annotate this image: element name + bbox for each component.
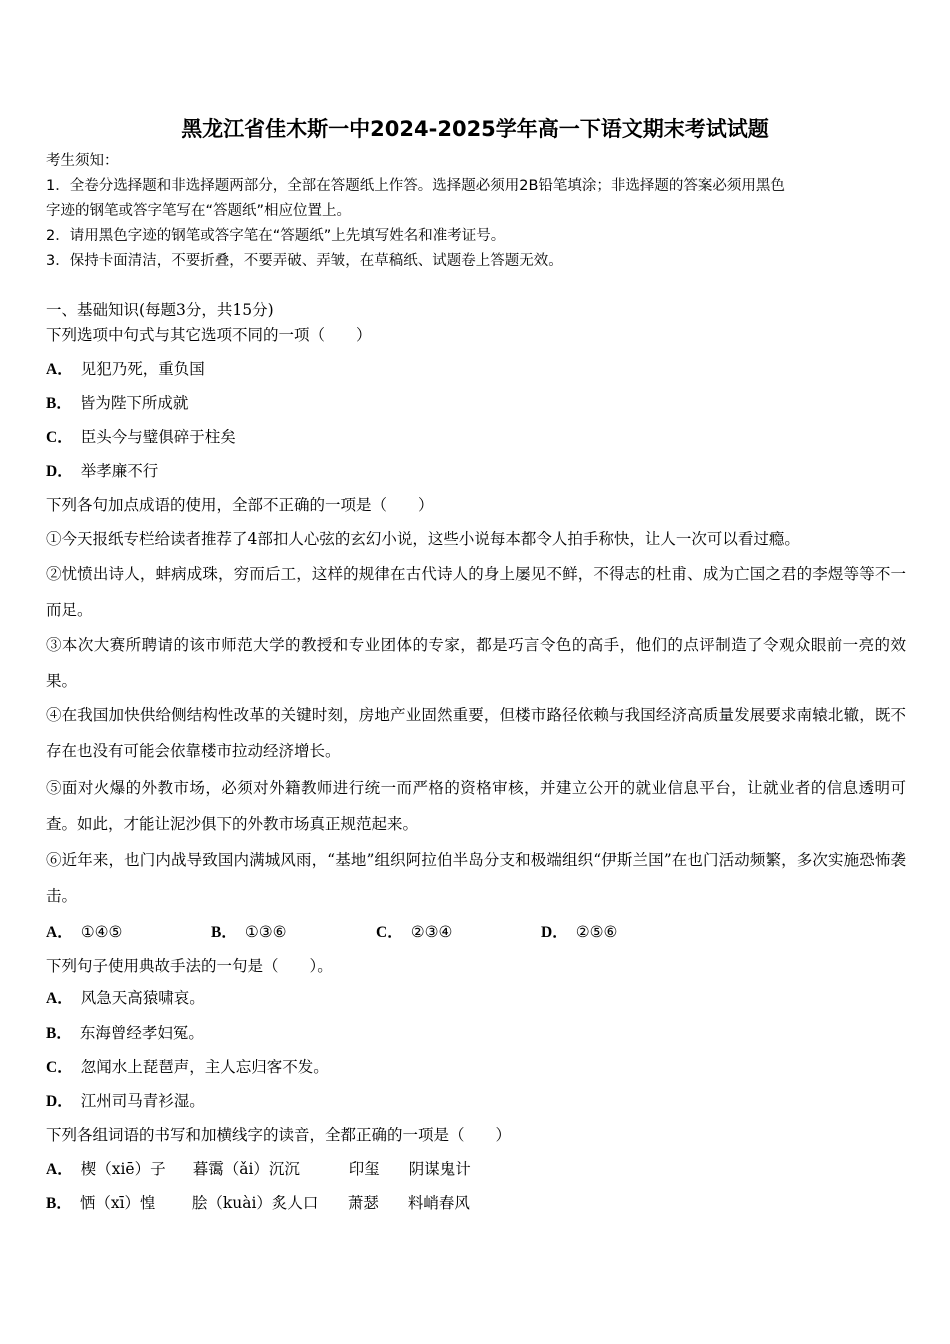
q1-option-a: A． 见犯乃死，重负国 — [46, 360, 205, 378]
q2-option-a: A． ①④⑤ — [46, 923, 123, 941]
page-title: 黑龙江省佳木斯一中2024-2025学年高一下语文期末考试试题 — [181, 117, 769, 141]
q2-item-2: ②忧愤出诗人，蚌病成珠，穷而后工，这样的规律在古代诗人的身上屡见不鲜，不得志的杜甫、成为亡国之君的李煜等等不一而足。 — [46, 565, 906, 619]
question-2-stem: 下列各句加点成语的使用，全部不正确的一项是（ ） — [46, 496, 434, 514]
q3-option-c: C． 忽闻水上琵琶声，主人忘归客不发。 — [46, 1058, 329, 1076]
q1-option-b: B． 皆为陛下所成就 — [46, 394, 189, 412]
q1-option-c: C． 臣头今与璧俱碎于柱矣 — [46, 428, 236, 446]
notice-item: 字迹的钢笔或答字笔写在“答题纸”相应位置上。 — [46, 203, 352, 219]
q2-item-5: ⑤面对火爆的外教市场，必须对外籍教师进行统一而严格的资格审核，并建立公开的就业信息平台，让就业者的信息透明可查。如此，才能让泥沙俱下的外教市场真正规范起来。 — [46, 779, 906, 833]
q2-item-6: ⑥近年来，也门内战导致国内满城风雨，“基地”组织阿拉伯半岛分支和极端组织“伊斯兰国”在也门活动频繁，多次实施恐怖袭击。 — [46, 851, 906, 905]
question-3-stem: 下列句子使用典故手法的一句是（ ）。 — [46, 957, 333, 975]
q2-item-4: ④在我国加快供给侧结构性改革的关键时刻，房地产业固然重要，但楼市路径依赖与我国经济高质量发展要求南辕北辙，既不存在也没有可能会依靠楼市拉动经济增长。 — [46, 706, 906, 760]
q3-option-d: D． 江州司马青衫湿。 — [46, 1092, 205, 1110]
q2-option-d: D． ②⑤⑥ — [541, 923, 618, 941]
section-heading: 一、基础知识(每题3分，共15分) — [46, 301, 274, 319]
notice-heading: 考生须知： — [46, 153, 119, 169]
q1-option-d: D． 举孝廉不行 — [46, 462, 159, 480]
question-4-stem: 下列各组词语的书写和加横线字的读音，全都正确的一项是（ ） — [46, 1126, 512, 1144]
notice-item: 1．全卷分选择题和非选择题两部分，全部在答题纸上作答。选择题必须用2B铅笔填涂；非选择题的答案必须用黑色 — [46, 178, 785, 194]
q3-option-a: A． 风急天高猿啸哀。 — [46, 989, 205, 1007]
q4-option-a: A． 楔（xiē）子 暮霭（ǎi）沉沉 印玺 阴谋鬼计 — [46, 1160, 471, 1178]
q2-option-c: C． ②③④ — [376, 923, 453, 941]
notice-item: 2．请用黑色字迹的钢笔或答字笔在“答题纸”上先填写姓名和准考证号。 — [46, 228, 506, 244]
q2-item-3: ③本次大赛所聘请的该市师范大学的教授和专业团体的专家，都是巧言令色的高手，他们的点评制造了令观众眼前一亮的效果。 — [46, 636, 906, 690]
q2-option-b: B． ①③⑥ — [211, 923, 287, 941]
q2-item-1: ①今天报纸专栏给读者推荐了4部扣人心弦的玄幻小说，这些小说每本都令人拍手称快，让人一次可以看过瘾。 — [46, 530, 800, 548]
q3-option-b: B． 东海曾经孝妇冤。 — [46, 1024, 204, 1042]
question-1-stem: 下列选项中句式与其它选项不同的一项（ ） — [46, 326, 372, 344]
notice-item: 3．保持卡面清洁，不要折叠，不要弄破、弄皱，在草稿纸、试题卷上答题无效。 — [46, 253, 563, 269]
q2-options — [46, 922, 906, 943]
q4-option-b: B． 恓（xī）惶 脍（kuài）炙人口 萧瑟 料峭春风 — [46, 1194, 470, 1212]
